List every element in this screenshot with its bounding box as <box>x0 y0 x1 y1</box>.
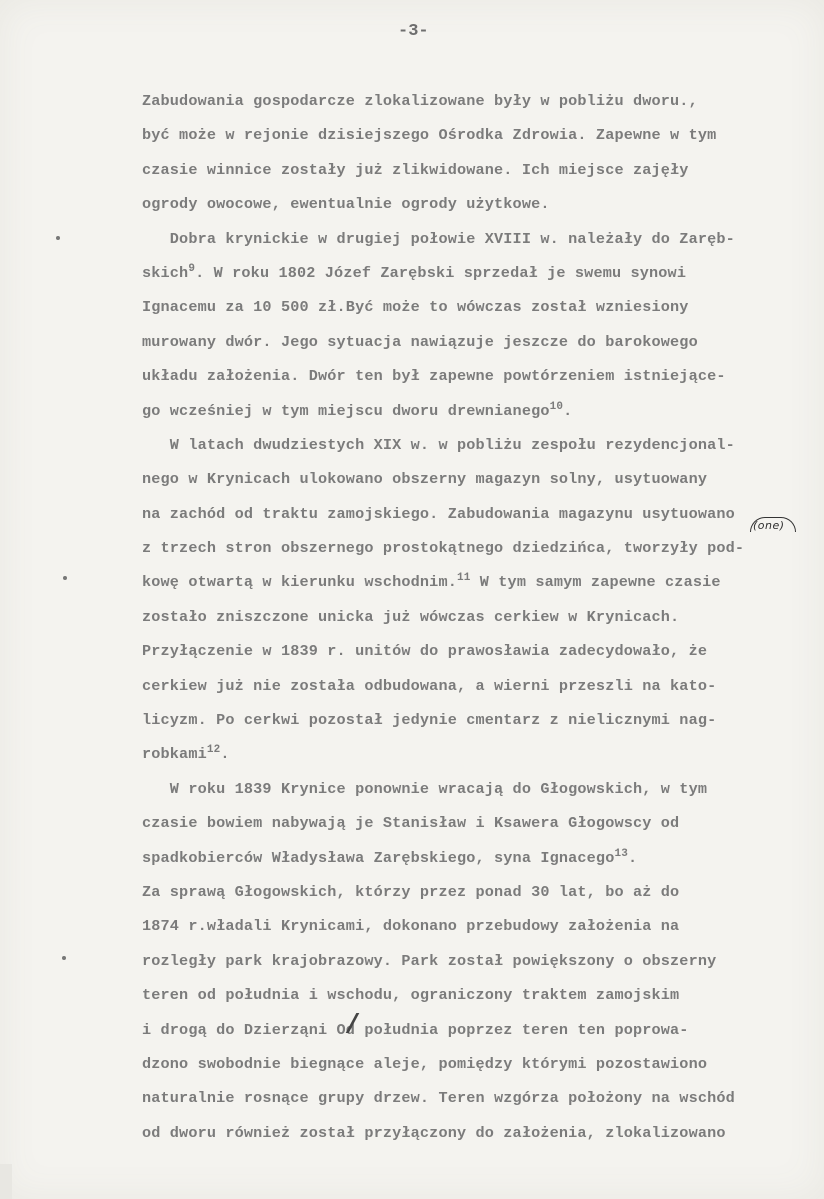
page-number: -3- <box>398 22 429 41</box>
text-line: Zabudowania gospodarcze zlokalizowane były w pobliżu dworu., <box>142 92 698 110</box>
text-fragment: . W roku 1802 Józef Zarębski sprzedał je swemu synowi <box>195 263 687 282</box>
text-line <box>142 1013 782 1047</box>
text-line: murowany dwór. Jego sytuacja nawiązuje jeszcze do barokowego <box>142 332 698 351</box>
text-fragment: spadkobierców Władysława Zarębskiego, syna Ignacego <box>142 848 615 867</box>
handwritten-annotation: (one) <box>753 519 785 532</box>
text-fragment: robkami <box>142 745 207 764</box>
text-line: Przyłączenie w 1839 r. unitów do prawosławia zadecydowało, że <box>142 642 708 661</box>
text-line: robkami$^{12}$. <box>142 744 230 764</box>
text-line: Dobra krynickie w drugiej połowie XVIII w. należały do Zaręb- <box>142 229 735 248</box>
text-line: nego w Krynicach ulokowano obszerny magazyn solny, usytuowany <box>142 470 708 489</box>
footnote-ref: 13 <box>614 847 628 860</box>
text-fragment: . <box>627 848 638 867</box>
text-line: teren od południa i wschodu, ograniczony traktem zamojskim <box>142 986 680 1005</box>
text-line <box>142 841 782 875</box>
text-line: z trzech stron obszernego prostokątnego dziedzińca, tworzyły pod- <box>142 539 745 558</box>
text-line: czasie winnice zostały już zlikwidowane. Ich miejsce zajęły <box>142 160 689 179</box>
text-line: Ignacemu za 10 500 zł.Być może to wówczas został wzniesiony <box>142 298 689 317</box>
page-corner-shadow <box>0 1164 12 1199</box>
text-fragment: go wcześniej w tym miejscu dworu drewnianego <box>142 401 550 420</box>
margin-dot <box>56 236 60 240</box>
text-line: ogrody owocowe, ewentualnie ogrody użytkowe. <box>142 195 550 214</box>
text-line: W latach dwudziestych XIX w. w pobliżu zespołu rezydencjonal- <box>142 435 735 454</box>
text-line: układu założenia. Dwór ten był zapewne powtórzeniem istniejące- <box>142 367 726 386</box>
text-line: być może w rejonie dzisiejszego Ośrodka Zdrowia. Zapewne w tym <box>142 126 717 145</box>
document-body <box>142 84 782 1150</box>
text-line: rozległy park krajobrazowy. Park został powiększony o obszerny <box>142 951 717 970</box>
text-line: go wcześniej w tym miejscu dworu drewnianego$^{10}$. <box>142 400 573 420</box>
text-line: W roku 1839 Krynice ponownie wracają do Głogowskich, w tym <box>142 779 708 798</box>
footnote-ref: 9 <box>188 262 196 275</box>
text-fragment: kowę otwartą w kierunku wschodnim. <box>142 573 457 592</box>
text-line: Za sprawą Głogowskich, którzy przez ponad 30 lat, bo aż do <box>142 882 680 901</box>
text-fragment: W tym samym zapewne czasie <box>470 573 721 592</box>
text-line <box>142 565 782 599</box>
text-line: na zachód od traktu zamojskiego. Zabudowania magazynu usytuowano <box>142 504 735 523</box>
text-fragment: skich <box>142 263 189 282</box>
text-fragment: Od południa poprzez teren ten poprowa- <box>327 1020 689 1039</box>
text-line: dzono swobodnie biegnące aleje, pomiędzy którymi pozostawiono <box>142 1054 708 1073</box>
margin-dot <box>63 576 67 580</box>
text-line: czasie bowiem nabywają je Stanisław i Ksawera Głogowscy od <box>142 814 680 833</box>
text-line <box>142 256 782 290</box>
footnote-ref: 12 <box>206 744 221 757</box>
margin-dot <box>62 956 66 960</box>
text-line: zostało zniszczone unicka już wówczas cerkiew w Krynicach. <box>142 607 680 626</box>
footnote-ref: 10 <box>549 400 564 413</box>
footnote-ref: 11 <box>456 572 471 585</box>
text-fragment: i drogą do Dzierząni <box>142 1020 328 1039</box>
text-line: od dworu również został przyłączony do założenia, zlokalizowano <box>142 1123 726 1142</box>
text-line: licyzm. Po cerkwi pozostał jedynie cmentarz z nielicznymi nag- <box>142 711 717 730</box>
text-line: 1874 r.władali Krynicami, dokonano przebudowy założenia na <box>142 917 680 936</box>
text-line: naturalnie rosnące grupy drzew. Teren wzgórza położony na wschód <box>142 1089 735 1108</box>
text-line: cerkiew już nie została odbudowana, a wierni przeszli na kato- <box>142 676 717 695</box>
